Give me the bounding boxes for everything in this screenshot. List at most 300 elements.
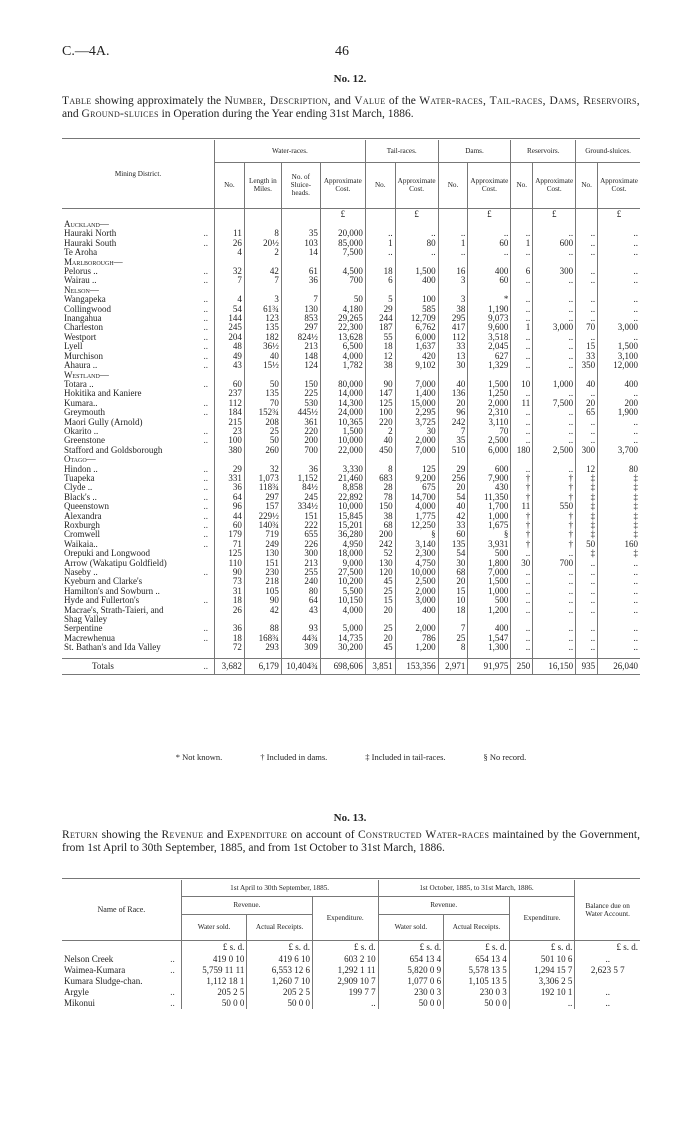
data-cell: 3,100 [598,352,640,361]
data-cell: 15,201 [320,521,365,530]
col-header-no: No. [438,162,468,208]
leader-dots: .. [203,595,208,606]
data-cell: 32 [215,267,245,276]
race-name-cell [62,976,181,987]
unit-cell [438,208,468,220]
data-cell: 30 [438,559,468,568]
data-cell: 603 2 10 [312,954,378,965]
data-cell: 179 [215,530,245,539]
data-cell: 6 [365,276,395,285]
data-cell: 4,000 [320,352,365,361]
data-cell: .. [576,314,598,323]
total-cell: 3,682 [215,659,245,675]
data-cell: 2,000 [395,436,438,445]
data-cell: 14,000 [320,389,365,398]
data-cell: .. [511,624,533,633]
title-segment: Return [62,829,99,841]
data-cell: 70 [244,399,281,408]
table12-caption: No. 12. [333,73,367,85]
total-cell: 10,404¾ [281,659,320,675]
data-cell: 123 [244,314,281,323]
data-cell: † [511,474,533,483]
data-cell: 200 [598,399,640,408]
table13-caption: No. 13. [333,812,367,824]
data-cell: 18 [438,606,468,615]
title-segment: and [330,95,355,107]
data-cell: 1,782 [320,361,365,370]
data-cell: 2,500 [395,577,438,586]
data-cell: 1,500 [468,577,511,586]
data-cell: .. [511,352,533,361]
data-cell: 50 0 0 [378,998,444,1009]
data-cell: 60 [215,380,245,389]
data-cell: 1,300 [468,643,511,652]
data-cell: .. [533,634,576,643]
data-cell: 2 [244,248,281,257]
data-cell: .. [533,418,576,427]
data-cell: .. [576,427,598,436]
title-segment: Table [62,95,92,107]
leader-dots: .. [203,378,208,389]
data-cell: 16 [438,267,468,276]
data-cell: 90 [215,568,245,577]
data-cell: ‡ [576,502,598,511]
col-header-length: Length in Miles. [244,162,281,208]
data-cell: .. [533,352,576,361]
data-cell: .. [533,295,576,304]
data-cell: .. [533,333,576,342]
data-cell: 150 [365,502,395,511]
section-name: Auckland— [64,219,109,229]
data-cell: 80 [395,239,438,248]
unit-cell [281,208,320,220]
col-header-dams: Dams. [438,140,511,162]
col-header-cost: Approximate Cost. [468,162,511,208]
data-cell: 1,260 7 10 [247,976,313,987]
leader-dots: .. [203,322,208,333]
data-cell: 2,000 [395,624,438,633]
data-cell: 61¾ [244,305,281,314]
data-cell: 400 [598,380,640,389]
data-cell: 23 [215,427,245,436]
data-cell: 29 [438,465,468,474]
data-cell: 54 [438,549,468,558]
data-cell: 2,000 [395,587,438,596]
data-cell: .. [576,248,598,257]
data-cell: .. [533,248,576,257]
data-cell: 43 [281,606,320,615]
data-cell: .. [598,229,640,238]
data-cell: 100 [395,295,438,304]
data-cell: .. [576,389,598,398]
section-name: Nelson— [64,284,99,295]
table12 [62,140,640,675]
data-cell: 237 [215,389,245,398]
data-cell: 20 [365,634,395,643]
data-cell: 2,310 [468,408,511,417]
data-cell: .. [576,295,598,304]
data-cell: 12 [576,465,598,474]
data-cell: 600 [533,239,576,248]
data-cell: ‡ [598,483,640,492]
data-cell: 96 [438,408,468,417]
leader-dots: .. [203,228,208,239]
data-cell: 400 [468,267,511,276]
data-cell: .. [598,587,640,596]
data-cell: 205 2 5 [247,987,313,998]
data-cell: 71 [215,540,245,549]
section-name: Otago— [64,454,96,465]
race-name: Argyle [64,986,89,997]
data-cell: 125 [365,399,395,408]
leader-dots: .. [203,463,208,474]
data-cell: 125 [215,549,245,558]
data-cell: 10,150 [320,596,365,605]
data-cell: 124 [281,361,320,370]
data-cell: .. [468,229,511,238]
table-row [62,361,640,370]
data-cell: 151 [281,512,320,521]
data-cell: .. [598,248,640,257]
data-cell: 230 0 3 [378,987,444,998]
data-cell: .. [511,587,533,596]
table-row [62,954,640,965]
data-cell: 5,759 11 11 [181,965,247,976]
data-cell: 3,306 2 5 [509,976,575,987]
table-row [62,276,640,285]
data-cell: 136 [438,389,468,398]
data-cell: 152¾ [244,408,281,417]
data-cell: ‡ [576,512,598,521]
footnote: † Included in dams. [260,752,328,762]
table-row [62,446,640,455]
data-cell: .. [576,239,598,248]
data-cell: 40 [365,436,395,445]
data-cell: 52 [365,549,395,558]
data-cell: † [533,530,576,539]
data-cell: 2,045 [468,342,511,351]
data-cell: 10,000 [320,436,365,445]
data-cell: 61 [281,267,320,276]
district-name: Serpentine [64,623,103,634]
data-cell: .. [533,587,576,596]
data-cell: 3,000 [598,323,640,332]
leader-dots: .. [203,632,208,643]
leader-dots: .. [203,294,208,305]
data-cell: 6,000 [395,333,438,342]
data-cell: 3,330 [320,465,365,474]
data-cell: 700 [533,559,576,568]
leader-dots: .. [203,341,208,352]
data-cell: † [533,521,576,530]
data-cell: 400 [395,276,438,285]
district-name: Macrae's, Strath-Taieri, and [64,604,164,615]
data-cell: 1,500 [598,342,640,351]
data-cell: ‡ [576,483,598,492]
table12-top-rule [62,138,640,139]
data-cell: 6,000 [468,446,511,455]
data-cell: 44¾ [281,634,320,643]
data-cell: † [533,540,576,549]
data-cell: 1,292 1 11 [312,965,378,976]
data-cell: 1,500 [468,380,511,389]
data-cell: .. [365,229,395,238]
title-segment: Constructed Water-races [358,829,490,841]
data-cell: 29 [215,465,245,474]
district-name: Arrow (Wakatipu Goldfield) [64,557,167,568]
table-row [62,976,640,987]
data-cell: 80 [281,587,320,596]
data-cell: 1,000 [468,512,511,521]
leader-dots: .. [203,520,208,530]
data-cell: 1,250 [468,389,511,398]
data-cell: .. [576,624,598,633]
data-cell: 4,950 [320,540,365,549]
data-cell: 70 [468,427,511,436]
table12-footnotes [62,752,640,762]
data-cell: ‡ [576,474,598,483]
data-cell: 10,000 [320,502,365,511]
data-cell: 400 [468,624,511,633]
col-header-sluice-heads: No. of Sluice-heads. [281,162,320,208]
data-cell: 9,200 [395,474,438,483]
leader-dots: .. [170,953,175,964]
data-cell: 18 [365,267,395,276]
leader-dots: .. [203,303,208,314]
data-cell: † [511,512,533,521]
data-cell: 1 [511,239,533,248]
data-cell: .. [511,634,533,643]
total-cell: 26,040 [598,659,640,675]
data-cell: 15 [365,596,395,605]
data-cell: 309 [281,643,320,652]
col-header-period1: 1st April to 30th September, 1885. [181,880,378,896]
title-segment: Value [354,95,386,107]
col-header-cost: Approximate Cost. [533,162,576,208]
table13-title [62,829,640,855]
data-cell: 30,200 [320,643,365,652]
data-cell: ‡ [576,521,598,530]
data-cell: 10,000 [395,568,438,577]
data-cell: 65 [576,408,598,417]
total-cell: 698,606 [320,659,365,675]
unit-cell: £ s. d. [575,940,640,954]
data-cell: .. [598,389,640,398]
table-row [62,248,640,257]
data-cell: 50 [576,540,598,549]
data-cell: 148 [281,352,320,361]
district-name: Clyde .. [64,482,93,493]
data-cell: 9,102 [395,361,438,370]
data-cell: 25 [365,587,395,596]
data-cell: § [468,530,511,539]
unit-cell: £ [598,208,640,220]
data-cell: 31 [215,587,245,596]
data-cell: .. [511,436,533,445]
title-segment: showing the [98,829,162,841]
totals-row [62,659,640,675]
data-cell: 3,140 [395,540,438,549]
data-cell: 1 [511,323,533,332]
data-cell: 700 [281,446,320,455]
data-cell: 30 [511,559,533,568]
data-cell: .. [511,248,533,257]
data-cell: 48 [215,342,245,351]
data-cell: 4,750 [395,559,438,568]
data-cell: ‡ [598,493,640,502]
table-row [62,987,640,998]
data-cell: 29,265 [320,314,365,323]
data-cell: 18 [215,634,245,643]
data-cell: .. [533,229,576,238]
data-cell: .. [533,549,576,558]
data-cell: 2 [365,427,395,436]
data-cell: 135 [438,540,468,549]
total-cell: 153,356 [395,659,438,675]
data-cell: 205 2 5 [181,987,247,998]
data-cell: 150 [281,380,320,389]
data-cell: 297 [281,323,320,332]
leader-dots: .. [203,501,208,512]
data-cell: 25 [365,624,395,633]
data-cell: 182 [244,333,281,342]
data-cell: 4 [215,248,245,257]
data-cell: 4,000 [320,606,365,615]
data-cell: 25 [438,634,468,643]
data-cell: 3 [438,295,468,304]
data-cell: 2,295 [395,408,438,417]
data-cell: † [511,530,533,539]
data-cell: 249 [244,540,281,549]
data-cell: 12,250 [395,521,438,530]
leader-dots: .. [203,266,208,277]
data-cell: 501 10 6 [509,954,575,965]
district-name: Totara .. [64,378,94,389]
data-cell: 222 [281,521,320,530]
col-header-actual-receipts: Actual Receipts. [444,914,510,940]
data-cell: 6 [511,267,533,276]
data-cell: 130 [244,549,281,558]
data-cell: 450 [365,446,395,455]
data-cell: 260 [244,446,281,455]
data-cell: 220 [365,418,395,427]
data-cell: 419 0 10 [181,954,247,965]
data-cell: 45 [365,577,395,586]
data-cell: † [533,512,576,521]
data-cell: 7 [281,295,320,304]
district-name: Orepuki and Longwood [64,548,150,559]
data-cell: 8 [438,643,468,652]
data-cell: 200 [365,530,395,539]
unit-cell: £ [320,208,365,220]
data-cell: .. [511,643,533,652]
district-name: Lyell [64,341,83,352]
unit-row [62,940,640,954]
data-cell: 130 [365,559,395,568]
data-cell: 64 [215,493,245,502]
data-cell: 530 [281,399,320,408]
table13 [62,880,640,1009]
data-cell: .. [511,596,533,605]
col-header-no: No. [215,162,245,208]
data-cell: 11 [511,399,533,408]
data-cell: 14,300 [320,399,365,408]
data-cell: 550 [533,502,576,511]
district-name: Cromwell [64,529,100,540]
data-cell: ‡ [598,502,640,511]
district-name: Queenstown [64,501,109,512]
data-cell: 30 [438,361,468,370]
data-cell: 824½ [281,333,320,342]
data-cell: 627 [468,352,511,361]
data-cell: 36 [215,624,245,633]
total-cell: 2,971 [438,659,468,675]
data-cell: 225 [281,389,320,398]
data-cell: 14 [281,248,320,257]
data-cell: 50 0 0 [181,998,247,1009]
data-cell: 1,500 [395,267,438,276]
data-cell: 6,500 [320,342,365,351]
leader-dots: .. [170,986,175,997]
data-cell: 30 [395,427,438,436]
data-cell: .. [438,229,468,238]
title-segment: showing approximately the [91,95,225,107]
data-cell: 3,700 [598,446,640,455]
page-number: 46 [335,44,349,59]
data-cell: 4,180 [320,305,365,314]
data-cell: .. [533,427,576,436]
district-name: Okarito .. [64,425,99,436]
data-cell: 112 [438,333,468,342]
district-name: Ahaura .. [64,360,98,371]
data-cell: 242 [438,418,468,427]
data-cell: 3,000 [533,323,576,332]
data-cell: 35 [438,436,468,445]
data-cell: 11 [511,502,533,511]
data-cell: 90 [244,596,281,605]
leader-dots: .. [203,623,208,634]
footnote: § No record. [483,752,527,762]
data-cell: 419 6 10 [247,954,313,965]
data-cell: § [395,530,438,539]
data-cell: 112 [215,399,245,408]
data-cell: .. [511,361,533,370]
data-cell: 229½ [244,512,281,521]
data-cell: 85,000 [320,239,365,248]
data-cell: 15,845 [320,512,365,521]
document-reference: C.—4A. [62,44,110,59]
data-cell: 786 [395,634,438,643]
totals-label-cell [62,659,215,675]
data-cell: .. [576,436,598,445]
data-cell: 20 [438,483,468,492]
data-cell: .. [438,248,468,257]
data-cell: .. [511,342,533,351]
data-cell: 334½ [281,502,320,511]
col-header-no: No. [365,162,395,208]
district-name: Stafford and Goldsborough [64,444,163,455]
section-row [62,286,640,295]
district-name: Hauraki South [64,237,117,248]
total-cell: 250 [511,659,533,675]
data-cell: .. [598,267,640,276]
col-header-tail-races: Tail-races. [365,140,438,162]
data-cell: .. [395,248,438,257]
data-cell: 1,400 [395,389,438,398]
data-cell: 218 [244,577,281,586]
data-cell: .. [511,389,533,398]
data-cell: 226 [281,540,320,549]
